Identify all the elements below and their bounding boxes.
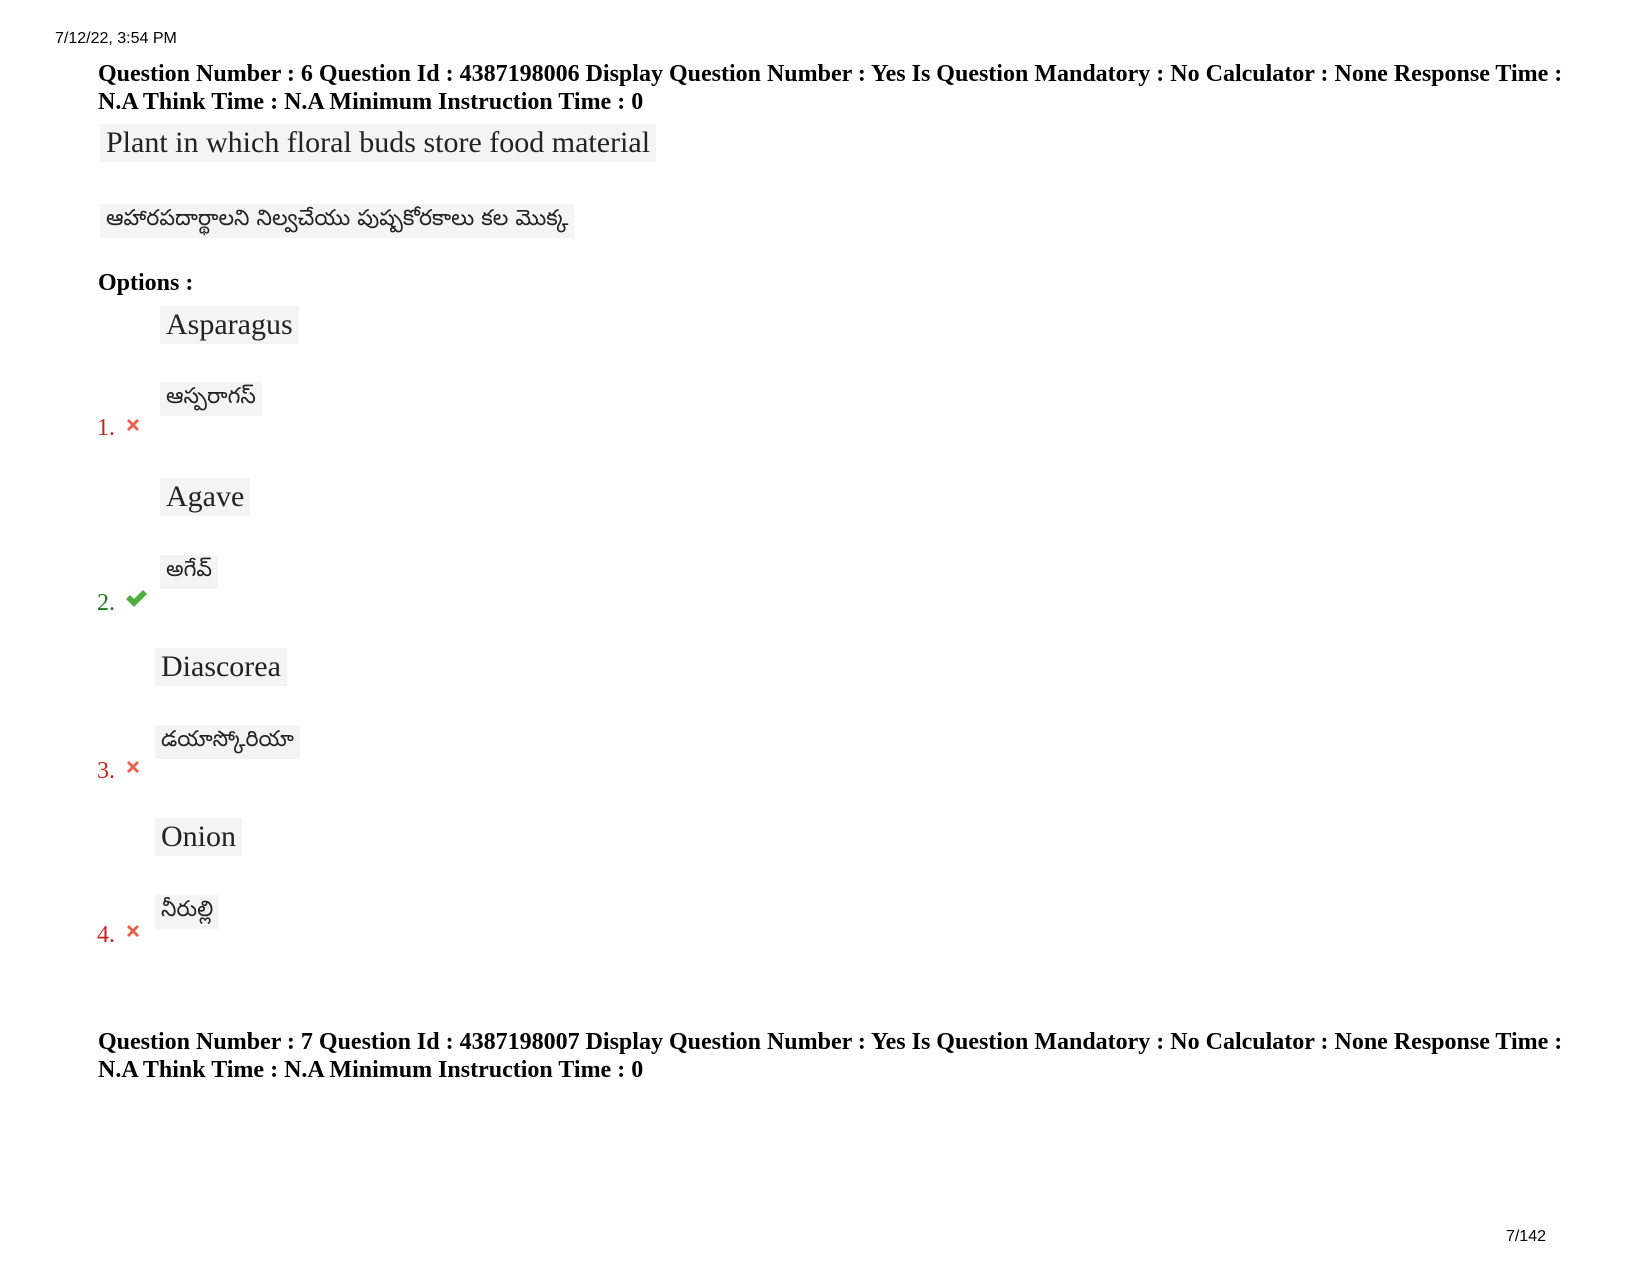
question-6-text-english: Plant in which floral buds store food material <box>100 124 656 162</box>
option-3-number: 3. <box>97 758 115 784</box>
option-2-telugu: అగేవ్ <box>160 555 218 589</box>
option-2-english: Agave <box>160 478 250 516</box>
option-3-english: Diascorea <box>155 648 287 686</box>
option-4-english: Onion <box>155 818 242 856</box>
check-icon <box>124 588 148 608</box>
cross-icon <box>124 758 142 776</box>
option-1-english: Asparagus <box>160 306 299 344</box>
print-date: 7/12/22, 3:54 PM <box>55 30 177 47</box>
option-1-number: 1. <box>97 415 115 441</box>
option-4-number: 4. <box>97 922 115 948</box>
options-label: Options : <box>98 270 194 296</box>
option-4-telugu: నీరుల్లి <box>155 895 219 929</box>
option-3-telugu: డయాస్కోరియా <box>155 725 300 759</box>
question-6-header: Question Number : 6 Question Id : 4387198006 Display Question Number : Yes Is Question Mandatory : No Calculator : None Response Time : N.A Think Time : N.A Minimum Instruction Time : 0 <box>98 61 1563 115</box>
cross-icon <box>124 416 142 434</box>
question-6-text-telugu: ఆహారపదార్థాలని నిల్వచేయు పుష్పకోరకాలు కల మొక్క <box>100 204 574 238</box>
cross-icon <box>124 922 142 940</box>
option-1-telugu: ఆస్పరాగస్ <box>160 382 262 416</box>
option-2-number: 2. <box>97 590 115 616</box>
page-number: 7/142 <box>1505 1228 1546 1245</box>
question-7-header: Question Number : 7 Question Id : 4387198007 Display Question Number : Yes Is Question Mandatory : No Calculator : None Response Time : N.A Think Time : N.A Minimum Instruction Time : 0 <box>98 1029 1563 1083</box>
